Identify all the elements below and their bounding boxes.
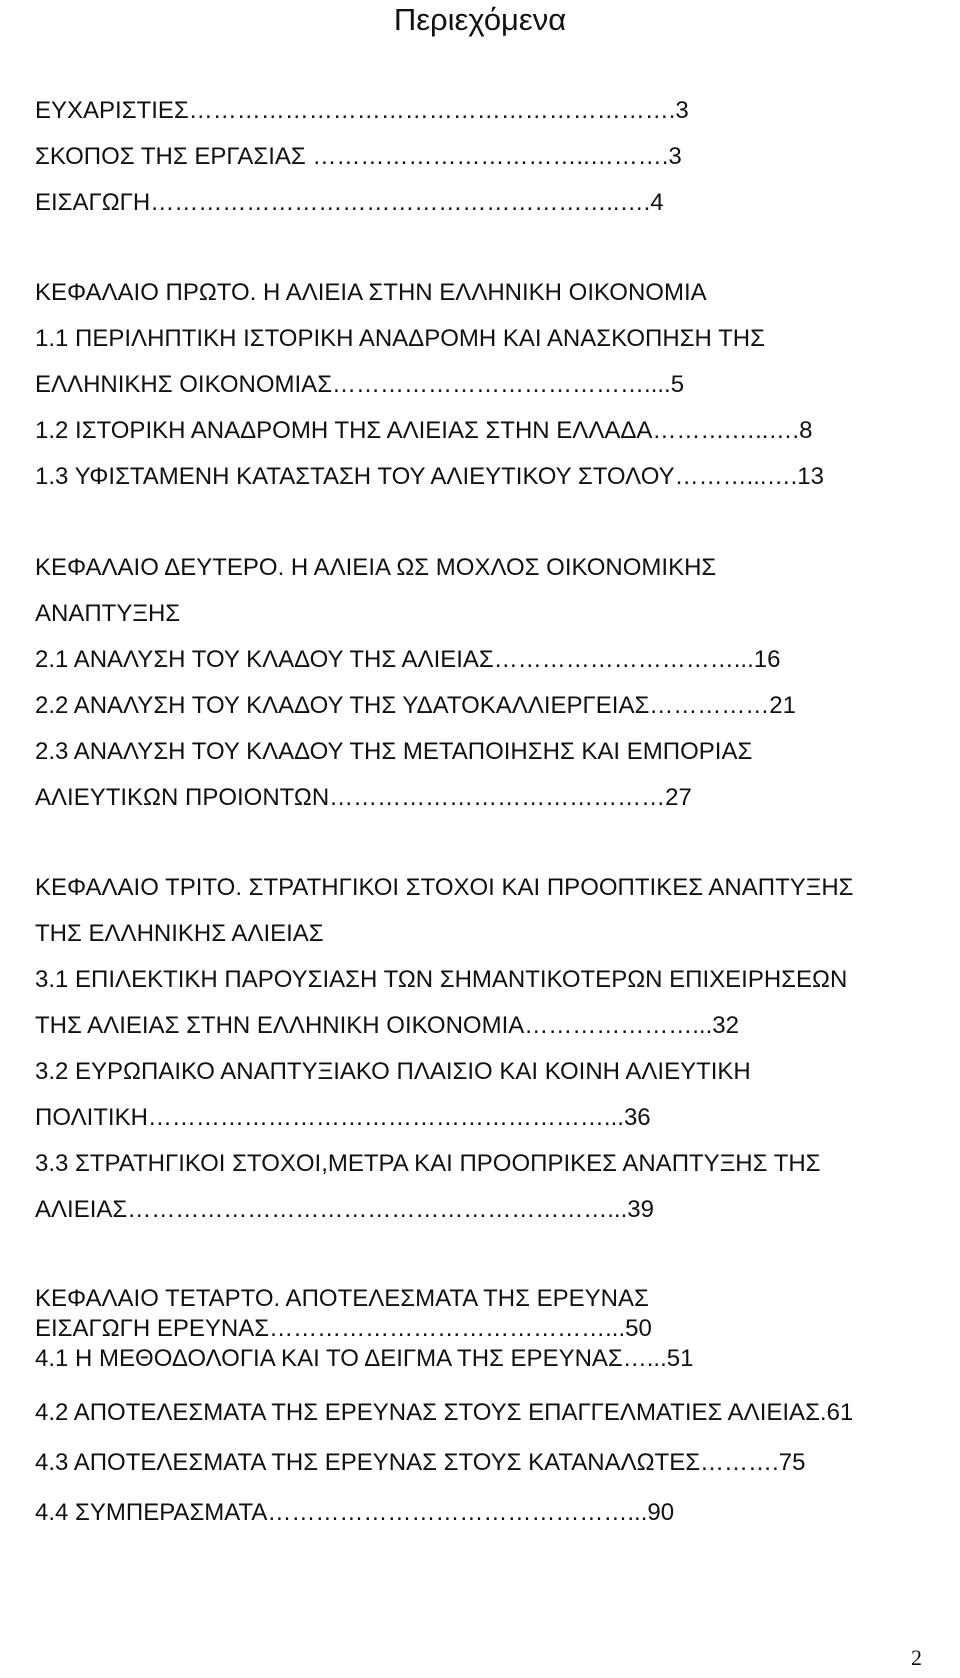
toc-chapter-3-heading: ΚΕΦΑΛΑΙΟ ΤΡΙΤΟ. ΣΤΡΑΤΗΓΙΚΟΙ ΣΤΟΧΟΙ ΚΑΙ ΠΡΟΟΠΤΙΚΕΣ ΑΝΑΠΤΥΞΗΣ [35, 874, 854, 901]
toc-chapter-3-heading-cont: ΤΗΣ ΕΛΛΗΝΙΚΗΣ ΑΛΙΕΙΑΣ [35, 920, 324, 947]
toc-section-3-2: 3.2 ΕΥΡΩΠΑΙΚΟ ΑΝΑΠΤΥΞΙΑΚΟ ΠΛΑΙΣΙΟ ΚΑΙ ΚΟΙΝΗ ΑΛΙΕΥΤΙΚΗ [35, 1058, 751, 1085]
toc-introduction: ΕΙΣΑΓΩΓΗ…………………………………………………..….4 [35, 189, 664, 216]
toc-chapter-1-heading: ΚΕΦΑΛΑΙΟ ΠΡΩΤΟ. Η ΑΛΙΕΙΑ ΣΤΗΝ ΕΛΛΗΝΙΚΗ ΟΙΚΟΝΟΜΙΑ [35, 279, 707, 306]
toc-chapter-2-heading-cont: ΑΝΑΠΤΥΞΗΣ [35, 600, 181, 627]
toc-section-2-2: 2.2 ΑΝΑΛΥΣΗ ΤΟΥ ΚΛΑΔΟΥ ΤΗΣ ΥΔΑΤΟΚΑΛΛΙΕΡΓΕΙΑΣ……………21 [35, 692, 796, 719]
page-title: Περιεχόμενα [393, 2, 567, 37]
toc-research-introduction: ΕΙΣΑΓΩΓΗ ΕΡΕΥΝΑΣ……………………………………...50 [35, 1315, 652, 1342]
toc-chapter-2-heading: ΚΕΦΑΛΑΙΟ ΔΕΥΤΕΡΟ. Η ΑΛΙΕΙΑ ΩΣ ΜΟΧΛΟΣ ΟΙΚΟΝΟΜΙΚΗΣ [35, 554, 717, 581]
page-number: 2 [911, 1645, 922, 1670]
toc-section-4-3: 4.3 ΑΠΟΤΕΛΕΣΜΑΤΑ ΤΗΣ ΕΡΕΥΝΑΣ ΣΤΟΥΣ ΚΑΤΑΝΑΛΩΤΕΣ……….75 [35, 1449, 806, 1476]
toc-chapter-4-heading: ΚΕΦΑΛΑΙΟ ΤΕΤΑΡΤΟ. ΑΠΟΤΕΛΕΣΜΑΤΑ ΤΗΣ ΕΡΕΥΝΑΣ [35, 1285, 649, 1312]
toc-acknowledgements: ΕΥΧΑΡΙΣΤΙΕΣ…………………………………………………….3 [35, 97, 689, 124]
toc-section-3-3: 3.3 ΣΤΡΑΤΗΓΙΚΟΙ ΣΤΟΧΟΙ,ΜΕΤΡΑ ΚΑΙ ΠΡΟΟΠΡΙΚΕΣ ΑΝΑΠΤΥΞΗΣ ΤΗΣ [35, 1150, 821, 1177]
toc-section-1-1: 1.1 ΠΕΡΙΛΗΠΤΙΚΗ ΙΣΤΟΡΙΚΗ ΑΝΑΔΡΟΜΗ ΚΑΙ ΑΝΑΣΚΟΠΗΣΗ ΤΗΣ [35, 325, 765, 352]
toc-section-4-1: 4.1 Η ΜΕΘΟΔΟΛΟΓΙΑ ΚΑΙ ΤΟ ΔΕΙΓΜΑ ΤΗΣ ΕΡΕΥΝΑΣ…...51 [35, 1345, 694, 1372]
toc-section-2-3: 2.3 ΑΝΑΛΥΣΗ ΤΟΥ ΚΛΑΔΟΥ ΤΗΣ ΜΕΤΑΠΟΙΗΣΗΣ ΚΑΙ ΕΜΠΟΡΙΑΣ [35, 738, 753, 765]
toc-section-4-2: 4.2 ΑΠΟΤΕΛΕΣΜΑΤΑ ΤΗΣ ΕΡΕΥΝΑΣ ΣΤΟΥΣ ΕΠΑΓΓΕΛΜΑΤΙΕΣ ΑΛΙΕΙΑΣ.61 [35, 1399, 854, 1426]
toc-section-1-2: 1.2 ΙΣΤΟΡΙΚΗ ΑΝΑΔΡΟΜΗ ΤΗΣ ΑΛΙΕΙΑΣ ΣΤΗΝ ΕΛΛΑΔΑ……….…..….8 [35, 417, 813, 444]
toc-section-3-3-cont: ΑΛΙΕΙΑΣ……………………………………………………...39 [35, 1196, 654, 1223]
toc-section-3-2-cont: ΠΟΛΙΤΙΚΗ…………………………………………………...36 [35, 1104, 651, 1131]
toc-purpose: ΣΚΟΠΟΣ ΤΗΣ ΕΡΓΑΣΙΑΣ ……………………………..……….3 [35, 143, 682, 170]
toc-section-1-3: 1.3 ΥΦΙΣΤΑΜΕΝΗ ΚΑΤΑΣΤΑΣΗ ΤΟΥ ΑΛΙΕΥΤΙΚΟΥ ΣΤΟΛΟΥ………...….13 [35, 463, 824, 490]
toc-section-3-1: 3.1 ΕΠΙΛΕΚΤΙΚΗ ΠΑΡΟΥΣΙΑΣΗ ΤΩΝ ΣΗΜΑΝΤΙΚΟΤΕΡΩΝ ΕΠΙΧΕΙΡΗΣΕΩΝ [35, 966, 848, 993]
toc-section-4-4: 4.4 ΣΥΜΠΕΡΑΣΜΑΤΑ………………………………………...90 [35, 1499, 675, 1526]
toc-section-2-1: 2.1 ΑΝΑΛΥΣΗ ΤΟΥ ΚΛΑΔΟΥ ΤΗΣ ΑΛΙΕΙΑΣ…………………………...16 [35, 646, 781, 673]
toc-section-2-3-cont: ΑΛΙΕΥΤΙΚΩΝ ΠΡΟΙΟΝΤΩΝ……………………………………27 [35, 784, 692, 811]
toc-section-3-1-cont: ΤΗΣ ΑΛΙΕΙΑΣ ΣΤΗΝ ΕΛΛΗΝΙΚΗ ΟΙΚΟΝΟΜΙΑ…………………...32 [35, 1012, 739, 1039]
toc-section-1-1-cont: ΕΛΛΗΝΙΚΗΣ ΟΙΚΟΝΟΜΙΑΣ…………………………………....5 [35, 371, 685, 398]
